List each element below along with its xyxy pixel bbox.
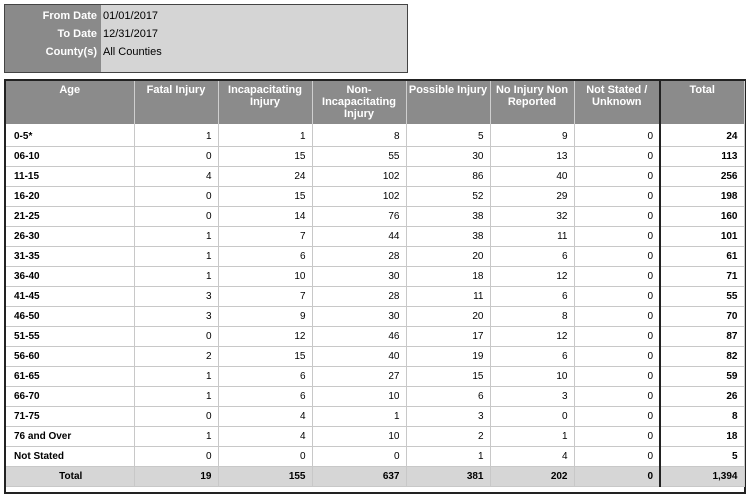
- count-cell: 86: [406, 167, 490, 187]
- count-cell: 15: [218, 347, 312, 367]
- filter-value: 12/31/2017: [103, 28, 159, 40]
- count-cell: 3: [134, 307, 218, 327]
- count-cell: 0: [574, 287, 660, 307]
- total-cell: 55: [660, 287, 744, 307]
- count-cell: 10: [312, 427, 406, 447]
- age-cell: Total: [6, 467, 134, 487]
- count-cell: 0: [574, 147, 660, 167]
- total-cell: 24: [660, 124, 744, 147]
- table-row: [6, 247, 744, 267]
- count-cell: 14: [218, 207, 312, 227]
- count-cell: 52: [406, 187, 490, 207]
- count-cell: 1: [134, 427, 218, 447]
- count-cell: 24: [218, 167, 312, 187]
- count-cell: 9: [218, 307, 312, 327]
- column-header[interactable]: Non-Incapacitating Injury: [312, 81, 406, 124]
- count-cell: 1: [134, 124, 218, 147]
- count-cell: 20: [406, 307, 490, 327]
- count-cell: 0: [490, 407, 574, 427]
- count-cell: 0: [574, 307, 660, 327]
- count-cell: 55: [312, 147, 406, 167]
- count-cell: 0: [574, 387, 660, 407]
- age-cell: 66-70: [6, 387, 134, 407]
- age-cell: 21-25: [6, 207, 134, 227]
- column-header[interactable]: No Injury Non Reported: [490, 81, 574, 124]
- count-cell: 102: [312, 187, 406, 207]
- count-cell: 3: [490, 387, 574, 407]
- count-cell: 0: [134, 207, 218, 227]
- count-cell: 12: [490, 327, 574, 347]
- filter-label: To Date: [57, 28, 97, 40]
- count-cell: 381: [406, 467, 490, 487]
- count-cell: 0: [574, 124, 660, 147]
- age-cell: 71-75: [6, 407, 134, 427]
- count-cell: 38: [406, 207, 490, 227]
- count-cell: 4: [134, 167, 218, 187]
- count-cell: 6: [218, 367, 312, 387]
- age-cell: Not Stated: [6, 447, 134, 467]
- filter-label: County(s): [45, 46, 97, 58]
- count-cell: 0: [574, 167, 660, 187]
- total-row: [6, 467, 744, 487]
- count-cell: 1: [134, 387, 218, 407]
- count-cell: 7: [218, 287, 312, 307]
- total-cell: 160: [660, 207, 744, 227]
- count-cell: 12: [218, 327, 312, 347]
- total-cell: 70: [660, 307, 744, 327]
- age-cell: 41-45: [6, 287, 134, 307]
- count-cell: 8: [490, 307, 574, 327]
- filter-from-date: [5, 8, 407, 24]
- count-cell: 0: [134, 187, 218, 207]
- age-cell: 26-30: [6, 227, 134, 247]
- count-cell: 28: [312, 247, 406, 267]
- count-cell: 29: [490, 187, 574, 207]
- count-cell: 1: [134, 267, 218, 287]
- count-cell: 8: [312, 124, 406, 147]
- count-cell: 40: [312, 347, 406, 367]
- count-cell: 11: [490, 227, 574, 247]
- count-cell: 0: [574, 187, 660, 207]
- count-cell: 32: [490, 207, 574, 227]
- age-cell: 56-60: [6, 347, 134, 367]
- filter-label: From Date: [42, 10, 97, 22]
- table-row: [6, 387, 744, 407]
- count-cell: 15: [218, 147, 312, 167]
- total-cell: 101: [660, 227, 744, 247]
- count-cell: 3: [134, 287, 218, 307]
- total-cell: 18: [660, 427, 744, 447]
- count-cell: 0: [574, 347, 660, 367]
- age-cell: 31-35: [6, 247, 134, 267]
- count-cell: 7: [218, 227, 312, 247]
- total-cell: 61: [660, 247, 744, 267]
- count-cell: 30: [312, 307, 406, 327]
- table-row: [6, 267, 744, 287]
- column-header[interactable]: Total: [660, 81, 744, 124]
- age-cell: 61-65: [6, 367, 134, 387]
- count-cell: 0: [574, 247, 660, 267]
- count-cell: 0: [574, 447, 660, 467]
- count-cell: 1: [134, 247, 218, 267]
- table-row: [6, 347, 744, 367]
- total-cell: 26: [660, 387, 744, 407]
- table-row: [6, 187, 744, 207]
- total-cell: 71: [660, 267, 744, 287]
- count-cell: 19: [406, 347, 490, 367]
- total-cell: 198: [660, 187, 744, 207]
- age-cell: 0-5*: [6, 124, 134, 147]
- count-cell: 18: [406, 267, 490, 287]
- count-cell: 0: [574, 207, 660, 227]
- count-cell: 44: [312, 227, 406, 247]
- count-cell: 15: [406, 367, 490, 387]
- count-cell: 1: [406, 447, 490, 467]
- count-cell: 0: [574, 467, 660, 487]
- count-cell: 4: [490, 447, 574, 467]
- column-header[interactable]: Not Stated / Unknown: [574, 81, 660, 124]
- table-row: [6, 427, 744, 447]
- age-cell: 36-40: [6, 267, 134, 287]
- filter-county: [5, 44, 407, 60]
- count-cell: 12: [490, 267, 574, 287]
- age-cell: 16-20: [6, 187, 134, 207]
- count-cell: 0: [574, 427, 660, 447]
- filter-to-date: [5, 26, 407, 42]
- total-cell: 59: [660, 367, 744, 387]
- column-header[interactable]: Incapacitating Injury: [218, 81, 312, 124]
- table-row: [6, 167, 744, 187]
- count-cell: 0: [218, 447, 312, 467]
- count-cell: 1: [134, 367, 218, 387]
- count-cell: 637: [312, 467, 406, 487]
- count-cell: 20: [406, 247, 490, 267]
- count-cell: 76: [312, 207, 406, 227]
- table-row: [6, 287, 744, 307]
- count-cell: 0: [574, 227, 660, 247]
- table-row: [6, 407, 744, 427]
- count-cell: 2: [134, 347, 218, 367]
- count-cell: 30: [406, 147, 490, 167]
- count-cell: 6: [406, 387, 490, 407]
- count-cell: 1: [312, 407, 406, 427]
- count-cell: 6: [490, 287, 574, 307]
- count-cell: 13: [490, 147, 574, 167]
- count-cell: 0: [134, 447, 218, 467]
- filter-value: 01/01/2017: [103, 10, 159, 22]
- count-cell: 1: [218, 124, 312, 147]
- count-cell: 38: [406, 227, 490, 247]
- count-cell: 202: [490, 467, 574, 487]
- count-cell: 2: [406, 427, 490, 447]
- report-filters: [4, 4, 408, 73]
- age-cell: 06-10: [6, 147, 134, 167]
- count-cell: 10: [218, 267, 312, 287]
- total-cell: 113: [660, 147, 744, 167]
- table-row: [6, 124, 744, 147]
- table-row: [6, 227, 744, 247]
- count-cell: 6: [218, 247, 312, 267]
- filter-value: All Counties: [103, 46, 162, 58]
- total-cell: 8: [660, 407, 744, 427]
- count-cell: 0: [134, 147, 218, 167]
- count-cell: 5: [406, 124, 490, 147]
- count-cell: 27: [312, 367, 406, 387]
- count-cell: 28: [312, 287, 406, 307]
- count-cell: 1: [490, 427, 574, 447]
- column-header[interactable]: Possible Injury: [406, 81, 490, 124]
- table-row: [6, 147, 744, 167]
- count-cell: 10: [490, 367, 574, 387]
- column-header[interactable]: Age: [6, 81, 134, 124]
- age-cell: 46-50: [6, 307, 134, 327]
- table-row: [6, 367, 744, 387]
- table-row: [6, 327, 744, 347]
- count-cell: 4: [218, 427, 312, 447]
- total-cell: 82: [660, 347, 744, 367]
- count-cell: 9: [490, 124, 574, 147]
- count-cell: 0: [574, 407, 660, 427]
- total-cell: 1,394: [660, 467, 744, 487]
- count-cell: 15: [218, 187, 312, 207]
- count-cell: 11: [406, 287, 490, 307]
- count-cell: 3: [406, 407, 490, 427]
- count-cell: 10: [312, 387, 406, 407]
- count-cell: 0: [134, 407, 218, 427]
- column-header[interactable]: Fatal Injury: [134, 81, 218, 124]
- count-cell: 0: [134, 327, 218, 347]
- count-cell: 6: [218, 387, 312, 407]
- count-cell: 0: [574, 327, 660, 347]
- age-cell: 11-15: [6, 167, 134, 187]
- table-header-row: [6, 81, 744, 124]
- total-cell: 256: [660, 167, 744, 187]
- table-row: [6, 447, 744, 467]
- count-cell: 19: [134, 467, 218, 487]
- count-cell: 6: [490, 247, 574, 267]
- injury-by-age-table: [4, 79, 746, 494]
- count-cell: 155: [218, 467, 312, 487]
- total-cell: 5: [660, 447, 744, 467]
- count-cell: 4: [218, 407, 312, 427]
- age-cell: 51-55: [6, 327, 134, 347]
- count-cell: 0: [574, 367, 660, 387]
- total-cell: 87: [660, 327, 744, 347]
- count-cell: 17: [406, 327, 490, 347]
- count-cell: 46: [312, 327, 406, 347]
- count-cell: 40: [490, 167, 574, 187]
- count-cell: 30: [312, 267, 406, 287]
- count-cell: 0: [312, 447, 406, 467]
- count-cell: 102: [312, 167, 406, 187]
- count-cell: 1: [134, 227, 218, 247]
- count-cell: 0: [574, 267, 660, 287]
- count-cell: 6: [490, 347, 574, 367]
- table-row: [6, 307, 744, 327]
- age-cell: 76 and Over: [6, 427, 134, 447]
- table-row: [6, 207, 744, 227]
